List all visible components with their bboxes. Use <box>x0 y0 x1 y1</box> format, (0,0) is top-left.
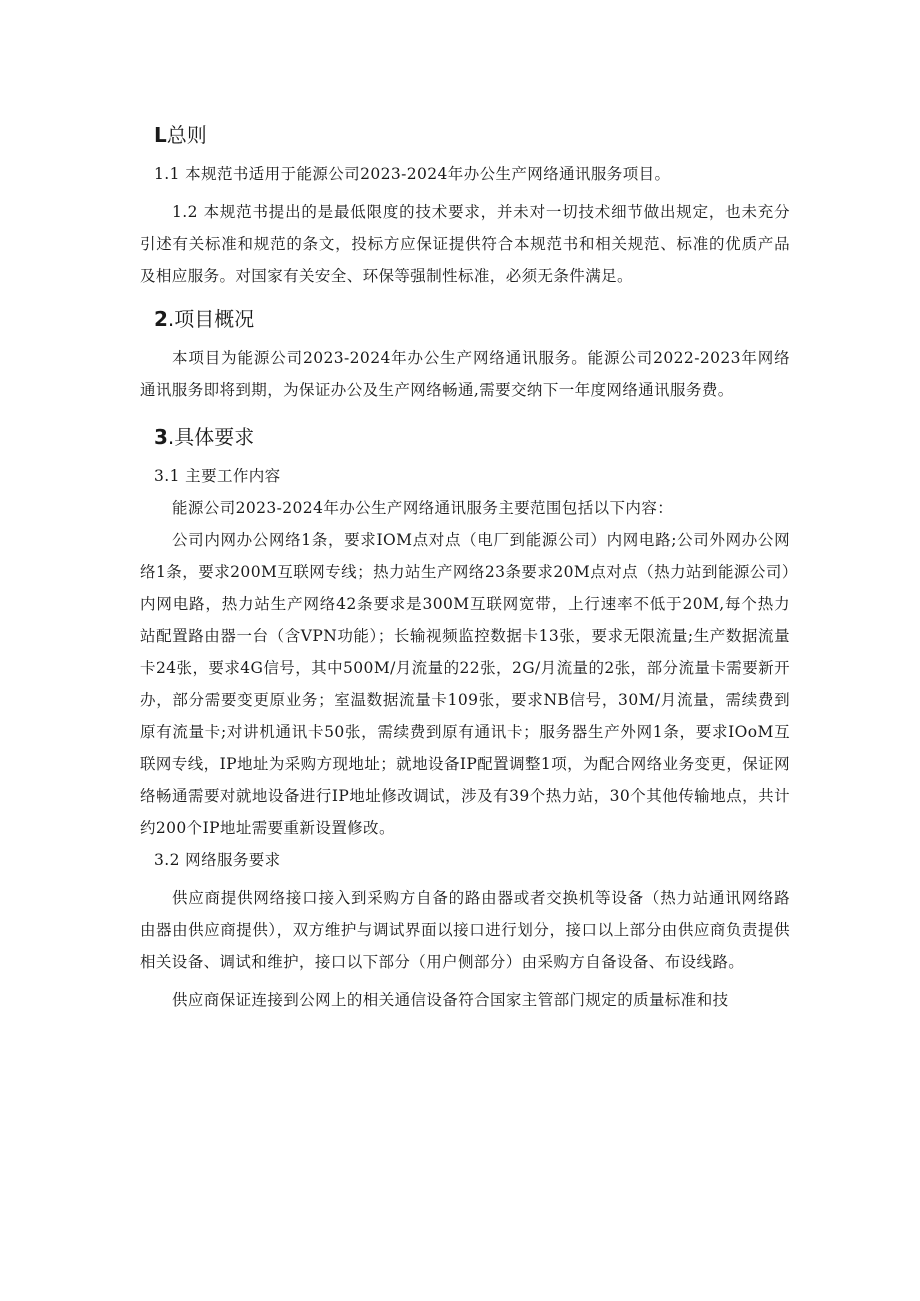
section-3-number: 3 <box>154 425 168 449</box>
subsection-3-1-title: 3.1 主要工作内容 <box>154 467 281 485</box>
subsection-3-2-paragraph-2: 供应商保证连接到公网上的相关通信设备符合国家主管部门规定的质量标准和技 <box>172 991 729 1009</box>
section-3-heading <box>154 420 790 454</box>
subsection-3-2-paragraph-1: 供应商提供网络接口接入到采购方自备的路由器或者交换机等设备（热力站通讯网络路由器由供应商提供），双方维护与调试界面以接口进行划分，接口以上部分由供应商负责提供相关设备、调试和维护，接口以下部分（用户侧部分）由采购方自备设备、布设线路。 <box>140 889 790 971</box>
section-1-heading <box>154 118 790 152</box>
section-1-number: L <box>154 123 167 147</box>
section-2-heading <box>154 302 790 336</box>
section-1-title: 总则 <box>166 123 207 147</box>
clause-1-1: 1.1 本规范书适用于能源公司2023-2024年办公生产网络通讯服务项目。 <box>154 165 671 183</box>
subsection-3-1-intro: 能源公司2023-2024年办公生产网络通讯服务主要范围包括以下内容： <box>172 499 674 517</box>
section-3-title: .具体要求 <box>167 425 255 449</box>
section-2-number: 2 <box>154 307 168 331</box>
clause-1-2: 1.2 本规范书提出的是最低限度的技术要求，并未对一切技术细节做出规定，也未充分引述有关标准和规范的条文，投标方应保证提供符合本规范书和相关规范、标准的优质产品及相应服务。对国家有关安全、环保等强制性标准，必须无条件满足。 <box>140 203 790 285</box>
section-2-paragraph: 本项目为能源公司2023-2024年办公生产网络通讯服务。能源公司2022-2023年网络通讯服务即将到期，为保证办公及生产网络畅通,需要交纳下一年度网络通讯服务费。 <box>140 349 790 399</box>
subsection-3-1-details: 公司内网办公网络1条，要求IOM点对点（电厂到能源公司）内网电路;公司外网办公网络1条，要求200M互联网专线；热力站生产网络23条要求20M点对点（热力站到能源公司）内网电路，热力站生产网络42条要求是300M互联网宽带，上行速率不低于20M,每个热力站配置路由器一台（含VPN功能）；长输视频监控数据卡13张，要求无限流量;生产数据流量卡24张，要求4G信号，其中500M/月流量的22张，2G/月流量的2张，部分流量卡需要新开办，部分需要变更原业务；室温数据流量卡109张，要求NB信号，30M/月流量，需续费到原有流量卡;对讲机通讯卡50张，需续费到原有通讯卡；服务器生产外网1条，要求IOoM互联网专线，IP地址为采购方现地址；就地设备IP配置调整1项，为配合网络业务变更，保证网络畅通需要对就地设备进行IP地址修改调试，涉及有39个热力站，30个其他传输地点，共计约200个IP地址需要重新设置修改。 <box>140 531 790 837</box>
document-body <box>140 118 790 1016</box>
section-2-title: .项目概况 <box>167 307 255 331</box>
subsection-3-2-title: 3.2 网络服务要求 <box>154 851 281 869</box>
